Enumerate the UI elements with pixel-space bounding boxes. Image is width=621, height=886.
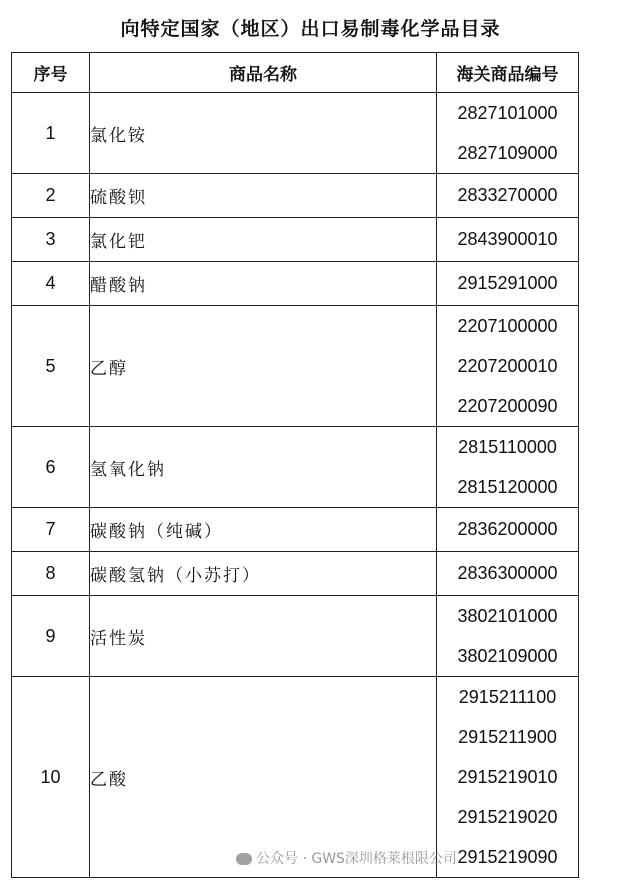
customs-code: 2207200090 [457, 396, 558, 416]
row-number: 4 [12, 262, 90, 306]
chemical-name: 乙醇 [90, 306, 437, 427]
chemical-name: 醋酸钠 [90, 262, 437, 306]
customs-code: 2915211100 [458, 687, 557, 707]
row-number: 10 [12, 677, 90, 878]
customs-codes [437, 427, 579, 508]
customs-code: 2836200000 [457, 519, 558, 539]
customs-code: 2815110000 [458, 437, 557, 457]
watermark [236, 848, 457, 868]
customs-codes [437, 596, 579, 677]
row-number: 6 [12, 427, 90, 508]
row-number: 2 [12, 174, 90, 218]
customs-code: 2827101000 [457, 103, 558, 123]
chemical-name: 碳酸钠（纯碱） [90, 508, 437, 552]
row-number: 7 [12, 508, 90, 552]
table-body [12, 93, 579, 878]
table-row [12, 552, 579, 596]
chemical-name: 氯化钯 [90, 218, 437, 262]
table-row [12, 93, 579, 174]
chemical-name: 碳酸氢钠（小苏打） [90, 552, 437, 596]
header-name: 商品名称 [90, 53, 437, 93]
chemical-name: 氯化铵 [90, 93, 437, 174]
customs-code: 2207100000 [457, 316, 558, 336]
row-number: 8 [12, 552, 90, 596]
customs-code: 2915219090 [457, 847, 558, 867]
row-number: 3 [12, 218, 90, 262]
table-row [12, 262, 579, 306]
customs-code: 2915219020 [457, 807, 558, 827]
chemical-name: 硫酸钡 [90, 174, 437, 218]
customs-code: 2915219010 [457, 767, 558, 787]
customs-codes [437, 93, 579, 174]
customs-code: 3802101000 [457, 606, 558, 626]
customs-code: 2815120000 [457, 477, 558, 497]
customs-codes [437, 306, 579, 427]
customs-codes [437, 677, 579, 878]
chemical-catalog-table [11, 52, 579, 878]
table-row [12, 596, 579, 677]
row-number: 9 [12, 596, 90, 677]
customs-code: 2207200010 [457, 356, 558, 376]
customs-codes [437, 262, 579, 306]
customs-code: 2843900010 [457, 229, 558, 249]
table-row [12, 427, 579, 508]
table-row [12, 174, 579, 218]
wechat-icon [236, 853, 252, 865]
header-code: 海关商品编号 [437, 53, 579, 93]
row-number: 1 [12, 93, 90, 174]
chemical-name: 乙酸 [90, 677, 437, 878]
chemical-name: 活性炭 [90, 596, 437, 677]
customs-codes [437, 508, 579, 552]
customs-code: 2915211900 [458, 727, 557, 747]
customs-code: 2915291000 [457, 273, 558, 293]
table-header-row [12, 53, 579, 93]
customs-code: 3802109000 [457, 646, 558, 666]
customs-code: 2827109000 [457, 143, 558, 163]
customs-code: 2833270000 [457, 185, 558, 205]
header-seq: 序号 [12, 53, 90, 93]
watermark-text: 公众号 · GWS深圳格莱根限公司 [256, 851, 457, 867]
table-row [12, 218, 579, 262]
customs-code: 2836300000 [457, 563, 558, 583]
row-number: 5 [12, 306, 90, 427]
customs-codes [437, 552, 579, 596]
table-row [12, 508, 579, 552]
customs-codes [437, 174, 579, 218]
table-row [12, 306, 579, 427]
page-title: 向特定国家（地区）出口易制毒化学品目录 [120, 18, 501, 40]
customs-codes [437, 218, 579, 262]
chemical-name: 氢氧化钠 [90, 427, 437, 508]
